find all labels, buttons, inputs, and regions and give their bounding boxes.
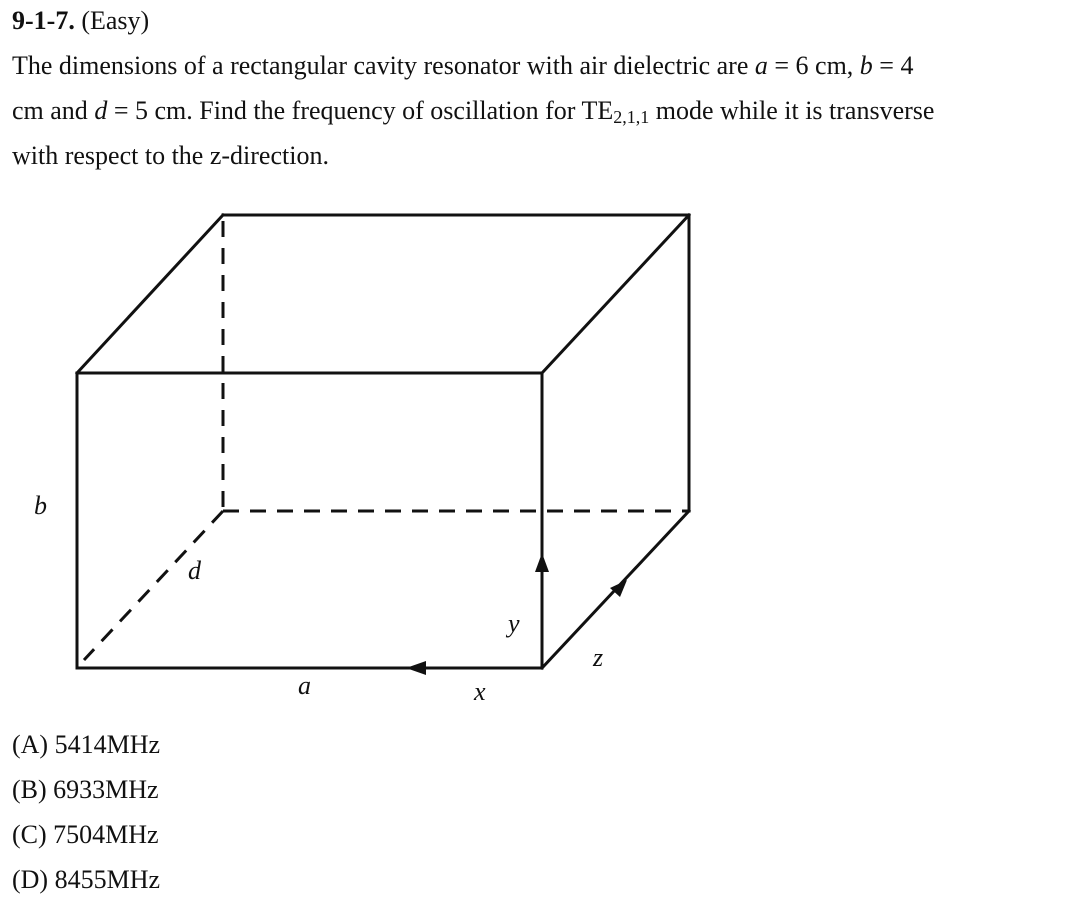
text-segment: = 5 cm. Find the frequency of oscillation for TE: [107, 96, 614, 125]
top-right-depth-edge: [542, 215, 689, 373]
y-axis-arrow: [535, 553, 549, 572]
hidden-depth-edge: [84, 511, 223, 660]
option-d[interactable]: (D) 8455MHz: [12, 865, 161, 894]
x-axis-arrow: [406, 661, 426, 675]
symbol-a: a: [754, 51, 768, 80]
text-segment: cm and: [12, 96, 95, 125]
label-y: y: [508, 609, 520, 638]
label-a: a: [298, 671, 311, 700]
text-segment: = 4: [872, 51, 914, 80]
problem-text-line-3: with respect to the z-direction.: [12, 141, 329, 170]
mode-subscript: 2,1,1: [613, 107, 650, 127]
text-segment: The dimensions of a rectangular cavity resonator with air dielectric are: [12, 51, 755, 80]
label-b: b: [34, 491, 47, 520]
text-segment: mode while it is transverse: [649, 96, 935, 125]
top-left-depth-edge: [77, 215, 223, 373]
problem-difficulty: (Easy): [81, 6, 150, 35]
problem-number: 9-1-7.: [12, 6, 75, 35]
label-x: x: [474, 677, 486, 706]
label-d: d: [188, 556, 201, 585]
label-z: z: [593, 643, 604, 672]
symbol-b: b: [859, 51, 873, 80]
option-b[interactable]: (B) 6933MHz: [12, 775, 159, 804]
text-segment: = 6 cm,: [767, 51, 860, 80]
front-face: [77, 373, 542, 668]
symbol-d: d: [94, 96, 108, 125]
option-a[interactable]: (A) 5414MHz: [12, 730, 161, 759]
option-c[interactable]: (C) 7504MHz: [12, 820, 159, 849]
